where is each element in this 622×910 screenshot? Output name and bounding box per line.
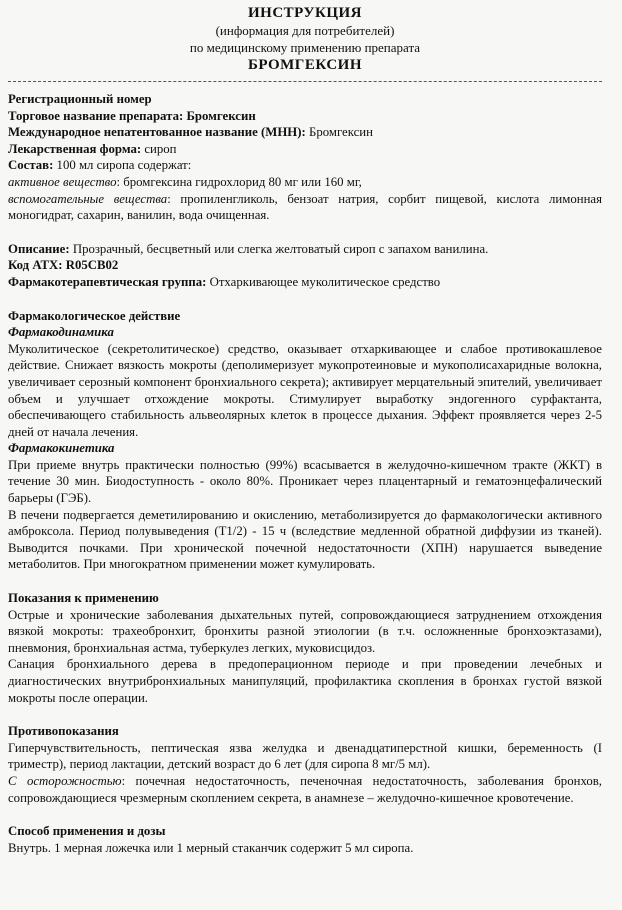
dosage-section <box>8 823 602 856</box>
contraindications-heading: Противопоказания <box>8 724 119 739</box>
indications-heading: Показания к применению <box>8 591 159 606</box>
active-substance-value: : бромгексина гидрохлорид 80 мг или 160 мг, <box>116 174 362 189</box>
pharmacology-heading: Фармакологическое действие <box>8 308 181 323</box>
composition-label: Состав: <box>8 158 54 173</box>
registration-number-label: Регистрационный номер <box>8 92 152 106</box>
atc-code: Код АТХ: R05CB02 <box>8 258 119 273</box>
description-value: Прозрачный, бесцветный или слегка желтоватый сироп с запахом ванилина. <box>72 241 489 256</box>
trade-name-value: Бромгексин <box>186 108 256 123</box>
contraindications-section <box>8 723 602 806</box>
dosage-form-value: сироп <box>144 141 177 156</box>
document-title: ИНСТРУКЦИЯ <box>247 5 362 21</box>
trade-name-label: Торговое название препарата: <box>8 108 184 123</box>
pharmacokinetics-text-2: В печени подвергается деметилированию и окислению, метаболизируется до фармакологически активного амброксола. Период полувыведения (Т1/2) - 15 ч (вследствие медленной обратной диффузии из тканей). Выводится почками. При хронической почечной недостаточности (ХПН) нарушается выведение метаболитов. При многократном применении может кумулировать. <box>8 507 602 572</box>
indications-text-2: Санация бронхиального дерева в предоперационном периоде и при проведении лечебных и диагностических внутрибронхиальных манипуляций, профилактика скопления в бронхах густой вязкой мокроты после операции. <box>8 657 602 705</box>
excipients-value: : пропиленгликоль, бензоат натрия, сорбит пищевой, кислота лимонная моногидрат, сахарин, ванилин, вода очищенная. <box>8 191 602 223</box>
pharmacokinetics-heading: Фармакокинетика <box>8 441 115 456</box>
pharmacotherapeutic-group-label: Фармакотерапевтическая группа: <box>8 274 207 289</box>
pharmacotherapeutic-group-value: Отхаркивающее муколитическое средство <box>209 274 441 289</box>
registration-section <box>8 91 602 224</box>
spacer <box>8 806 602 823</box>
document-header <box>8 0 602 74</box>
dosage-heading: Способ применения и дозы <box>8 824 166 839</box>
pharmacokinetics-text-1: При приеме внутрь практически полностью (99%) всасывается в желудочно-кишечном тракте (ЖКТ) в течение 30 мин. Биодоступность - около 80%. Проникает через плацентарный и гематоэнцефалический барьеры (ГЭБ). <box>8 457 602 506</box>
dosage-form-label: Лекарственная форма: <box>8 141 142 156</box>
pharmacology-section <box>8 308 602 574</box>
excipients-label: вспомогательные вещества <box>8 191 168 206</box>
inn-label: Международное непатентованное название (МНН): <box>8 125 306 140</box>
caution-text: : почечная недостаточность, печеночная недостаточность, заболевания бронхов, сопровождающиеся чрезмерным скоплением секрета, в анамнезе – желудочно-кишечное кровотечение. <box>8 773 602 805</box>
composition-value: 100 мл сиропа содержат: <box>56 158 192 173</box>
spacer <box>8 224 602 241</box>
indications-text-1: Острые и хронические заболевания дыхательных путей, сопровождающиеся затруднением отхождения вязкой мокроты: трахеобронхит, бронхиты разной этиологии (в т.ч. осложненные бронхоэктазами), пневмония, бронхиальная астма, туберкулез легких, муковисцидоз. <box>8 607 602 655</box>
indications-section <box>8 590 602 706</box>
description-label: Описание: <box>8 241 70 256</box>
document-subtitle-2: по медицинскому применению препарата <box>189 40 421 55</box>
active-substance-label: активное вещество <box>8 174 117 189</box>
pharmacodynamics-heading: Фармакодинамика <box>8 325 114 340</box>
spacer <box>8 291 602 308</box>
spacer <box>8 706 602 723</box>
dosage-text: Внутрь. 1 мерная ложечка или 1 мерный стаканчик содержит 5 мл сиропа. <box>8 840 414 855</box>
drug-name-heading: БРОМГЕКСИН <box>247 57 363 73</box>
pharmacodynamics-text: Муколитическое (секретолитическое) средство, оказывает отхаркивающее и слабое противокашлевое действие. Снижает вязкость мокроты (деполимеризует мукопротеиновые и мукополисахаридные волокна, увеличивает серозный компонент бронхиального секрета); активирует мерцательный эпителий, увеличивает объем и улучшает отхождение мокроты. Стимулирует выработку эндогенного сурфактанта, обеспечивающего стабильность альвеолярных клеток в процессе дыхания. Эффект проявляется через 2-5 дней от начала лечения. <box>8 341 602 439</box>
header-divider <box>8 81 602 82</box>
document-subtitle: (информация для потребителей) <box>215 23 395 38</box>
description-section <box>8 241 602 291</box>
caution-label: С осторожностью <box>8 773 122 788</box>
contraindications-text: Гиперчувствительность, пептическая язва желудка и двенадцатиперстной кишки, беременность (I триместр), период лактации, детский возраст до 6 лет (для сиропа 8 мг/5 мл). <box>8 740 602 772</box>
inn-value: Бромгексин <box>308 125 374 140</box>
spacer <box>8 573 602 590</box>
